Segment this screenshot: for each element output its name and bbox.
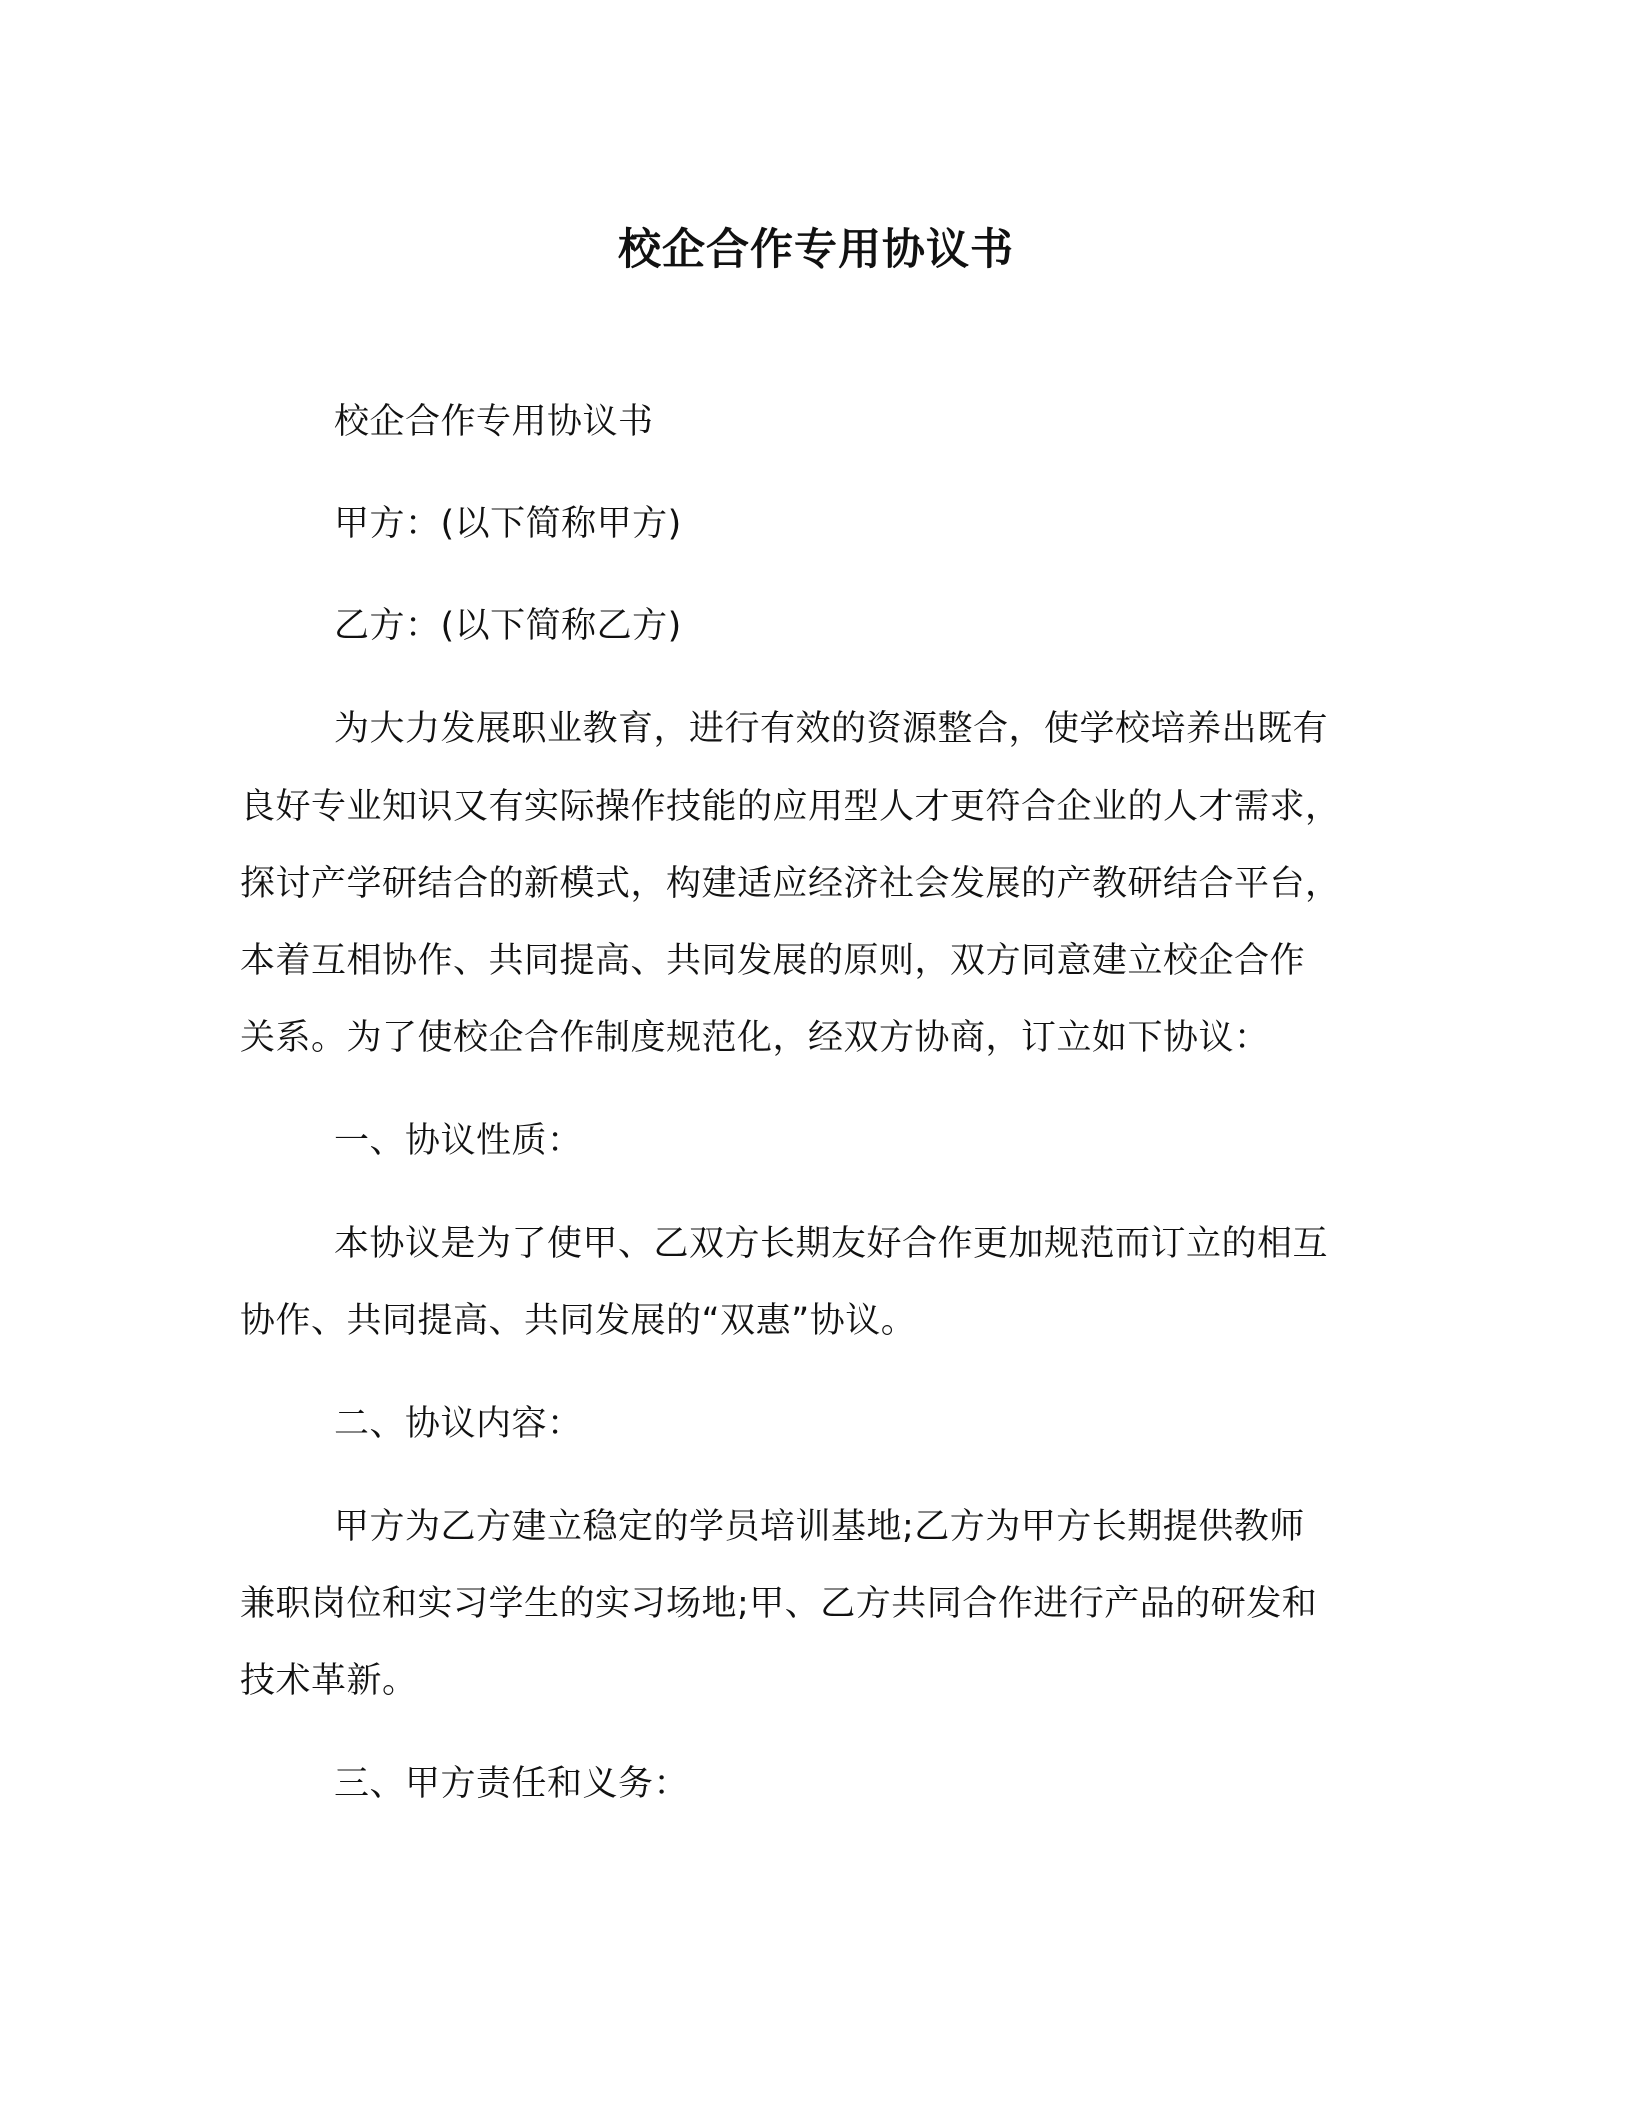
section2-line-1: 甲方为乙方建立稳定的学员培训基地;乙方为甲方长期提供教师 [334, 1507, 1305, 1547]
intro-line-2: 良好专业知识又有实际操作技能的应用型人才更符合企业的人才需求， [240, 787, 1341, 827]
intro-line-4: 本着互相协作、共同提高、共同发展的原则，双方同意建立校企合作 [240, 941, 1306, 981]
intro-line-3: 探讨产学研结合的新模式，构建适应经济社会发展的产教研结合平台， [240, 864, 1341, 904]
section3-heading: 三、甲方责任和义务： [334, 1764, 690, 1804]
party-a-line: 甲方：(以下简称甲方) [334, 504, 682, 544]
document-subtitle: 校企合作专用协议书 [334, 402, 654, 442]
intro-line-5: 关系。为了使校企合作制度规范化，经双方协商，订立如下协议： [240, 1018, 1270, 1058]
section1-heading: 一、协议性质： [334, 1121, 583, 1161]
section1-line-2: 协作、共同提高、共同发展的“双惠”协议。 [240, 1301, 917, 1341]
section2-line-3: 技术革新。 [240, 1661, 418, 1701]
section1-line-1: 本协议是为了使甲、乙双方长期友好合作更加规范而订立的相互 [334, 1224, 1329, 1264]
section2-heading: 二、协议内容： [334, 1404, 583, 1444]
document-title: 校企合作专用协议书 [618, 225, 1014, 275]
section2-line-2: 兼职岗位和实习学生的实习场地;甲、乙方共同合作进行产品的研发和 [240, 1584, 1318, 1624]
intro-line-1: 为大力发展职业教育，进行有效的资源整合，使学校培养出既有 [334, 709, 1329, 749]
party-b-line: 乙方：(以下简称乙方) [334, 606, 682, 646]
